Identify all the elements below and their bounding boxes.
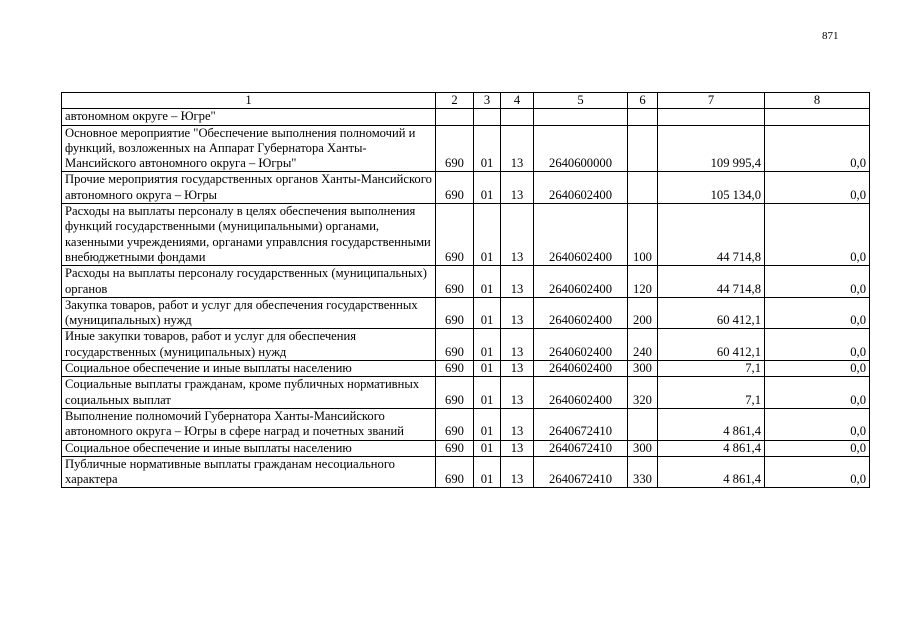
cell-col3: 01: [474, 456, 501, 488]
cell-col5: 2640672410: [534, 408, 628, 440]
cell-col2: 690: [436, 297, 474, 329]
cell-col8: 0,0: [765, 440, 870, 456]
cell-col7: 44 714,8: [658, 204, 765, 266]
cell-col6: 300: [628, 440, 658, 456]
table-row: [62, 109, 870, 125]
cell-col8: 0,0: [765, 329, 870, 361]
cell-col3: 01: [474, 204, 501, 266]
cell-col7: 7,1: [658, 361, 765, 377]
cell-col7: 4 861,4: [658, 408, 765, 440]
cell-col3: 01: [474, 361, 501, 377]
cell-col3: 01: [474, 440, 501, 456]
table-row: [62, 125, 870, 172]
cell-col5: 2640602400: [534, 297, 628, 329]
cell-col8: 0,0: [765, 456, 870, 488]
cell-col6: 100: [628, 204, 658, 266]
cell-col7: 4 861,4: [658, 440, 765, 456]
cell-col6: 240: [628, 329, 658, 361]
cell-col7: 4 861,4: [658, 456, 765, 488]
cell-col8: 0,0: [765, 377, 870, 409]
cell-col4: 13: [501, 456, 534, 488]
table-row: [62, 456, 870, 488]
cell-col8: 0,0: [765, 125, 870, 172]
cell-col7: 105 134,0: [658, 172, 765, 204]
cell-col4: 13: [501, 266, 534, 298]
cell-col3: 01: [474, 408, 501, 440]
cell-col7: [658, 109, 765, 125]
cell-col5: 2640672410: [534, 440, 628, 456]
row-name: Закупка товаров, работ и услуг для обеспечения государственных (муниципальных) нужд: [62, 297, 436, 329]
cell-col4: 13: [501, 408, 534, 440]
cell-col8: 0,0: [765, 266, 870, 298]
table-row: [62, 408, 870, 440]
table-row: [62, 361, 870, 377]
cell-col3: 01: [474, 377, 501, 409]
cell-col6: 300: [628, 361, 658, 377]
cell-col3: 01: [474, 125, 501, 172]
cell-col8: 0,0: [765, 361, 870, 377]
cell-col2: 690: [436, 266, 474, 298]
cell-col5: 2640602400: [534, 172, 628, 204]
column-header: 4: [501, 93, 534, 109]
cell-col4: [501, 109, 534, 125]
cell-col5: 2640602400: [534, 204, 628, 266]
table-row: [62, 266, 870, 298]
budget-table: [61, 92, 870, 488]
cell-col2: 690: [436, 361, 474, 377]
cell-col6: [628, 408, 658, 440]
cell-col6: [628, 125, 658, 172]
table-row: [62, 172, 870, 204]
cell-col5: 2640602400: [534, 361, 628, 377]
cell-col5: [534, 109, 628, 125]
cell-col2: 690: [436, 329, 474, 361]
cell-col4: 13: [501, 297, 534, 329]
table-row: [62, 377, 870, 409]
row-name: Расходы на выплаты персоналу в целях обеспечения выполнения функций государственными (муниципальными) органами, казенными учреждениями, органами управлсния государственными внебюджетными фондами: [62, 204, 436, 266]
cell-col5: 2640602400: [534, 329, 628, 361]
cell-col4: 13: [501, 377, 534, 409]
cell-col8: 0,0: [765, 172, 870, 204]
table-row: [62, 329, 870, 361]
cell-col2: 690: [436, 408, 474, 440]
cell-col2: 690: [436, 125, 474, 172]
cell-col3: [474, 109, 501, 125]
cell-col7: 44 714,8: [658, 266, 765, 298]
cell-col7: 60 412,1: [658, 297, 765, 329]
cell-col5: 2640600000: [534, 125, 628, 172]
column-header: 2: [436, 93, 474, 109]
cell-col6: 320: [628, 377, 658, 409]
row-name: Иные закупки товаров, работ и услуг для обеспечения государственных (муниципальных) нужд: [62, 329, 436, 361]
cell-col8: 0,0: [765, 204, 870, 266]
row-name: автономном округе – Югре": [62, 109, 436, 125]
column-header: 6: [628, 93, 658, 109]
cell-col3: 01: [474, 266, 501, 298]
cell-col2: 690: [436, 456, 474, 488]
cell-col6: 200: [628, 297, 658, 329]
row-name: Публичные нормативные выплаты гражданам несоциального характера: [62, 456, 436, 488]
cell-col4: 13: [501, 172, 534, 204]
cell-col2: 690: [436, 440, 474, 456]
cell-col4: 13: [501, 361, 534, 377]
cell-col7: 7,1: [658, 377, 765, 409]
cell-col2: [436, 109, 474, 125]
cell-col2: 690: [436, 377, 474, 409]
cell-col8: 0,0: [765, 297, 870, 329]
cell-col5: 2640602400: [534, 266, 628, 298]
cell-col3: 01: [474, 329, 501, 361]
row-name: Выполнение полномочий Губернатора Ханты-Мансийского автономного округа – Югры в сфере наград и почетных званий: [62, 408, 436, 440]
cell-col4: 13: [501, 125, 534, 172]
cell-col5: 2640672410: [534, 456, 628, 488]
cell-col5: 2640602400: [534, 377, 628, 409]
table-row: [62, 440, 870, 456]
cell-col7: 109 995,4: [658, 125, 765, 172]
row-name: Расходы на выплаты персоналу государственных (муниципальных) органов: [62, 266, 436, 298]
row-name: Социальное обеспечение и иные выплаты населению: [62, 361, 436, 377]
column-header: 3: [474, 93, 501, 109]
cell-col3: 01: [474, 172, 501, 204]
row-name: Прочие мероприятия государственных органов Ханты-Мансийского автономного округа – Югры: [62, 172, 436, 204]
column-header: 1: [62, 93, 436, 109]
cell-col8: 0,0: [765, 408, 870, 440]
cell-col2: 690: [436, 172, 474, 204]
cell-col6: [628, 109, 658, 125]
page-number: 871: [822, 30, 839, 42]
row-name: Социальное обеспечение и иные выплаты населению: [62, 440, 436, 456]
row-name: Социальные выплаты гражданам, кроме публичных нормативных социальных выплат: [62, 377, 436, 409]
cell-col6: 330: [628, 456, 658, 488]
column-header: 8: [765, 93, 870, 109]
header-row: [62, 93, 870, 109]
table-row: [62, 297, 870, 329]
cell-col7: 60 412,1: [658, 329, 765, 361]
cell-col4: 13: [501, 204, 534, 266]
column-header: 5: [534, 93, 628, 109]
column-header: 7: [658, 93, 765, 109]
cell-col6: 120: [628, 266, 658, 298]
cell-col4: 13: [501, 440, 534, 456]
row-name: Основное мероприятие "Обеспечение выполнения полномочий и функций, возложенных на Аппарат Губернатора Ханты-Мансийского автономного округа – Югры": [62, 125, 436, 172]
cell-col8: [765, 109, 870, 125]
cell-col2: 690: [436, 204, 474, 266]
table-row: [62, 204, 870, 266]
cell-col4: 13: [501, 329, 534, 361]
cell-col6: [628, 172, 658, 204]
cell-col3: 01: [474, 297, 501, 329]
